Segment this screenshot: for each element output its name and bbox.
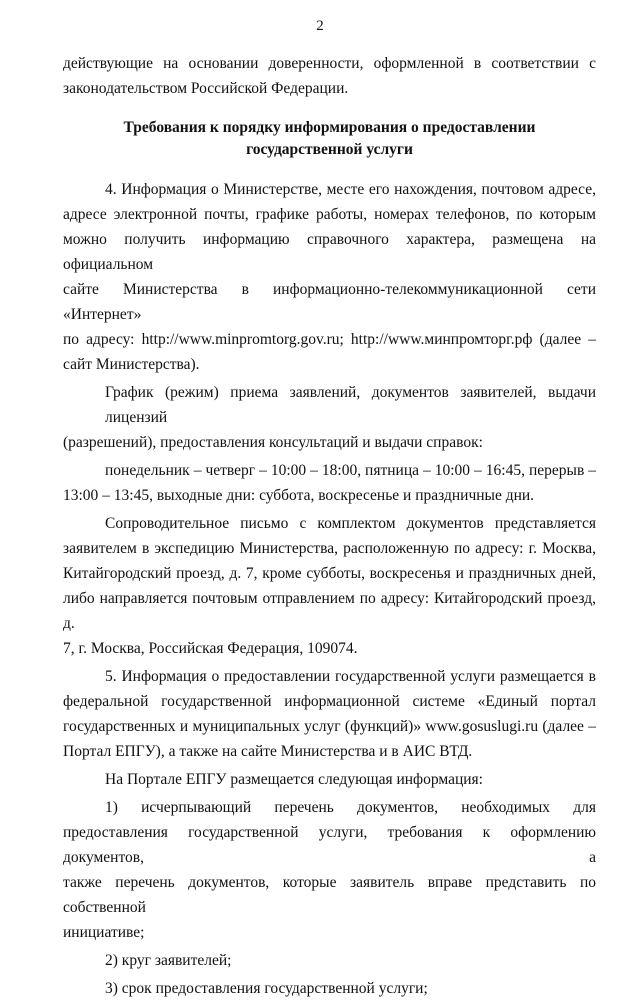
intro-line-1: действующие на основании доверенности, оформленной в соответствии с — [63, 55, 596, 72]
section-heading-line-1: Требования к порядку информирования о предоставлении — [123, 119, 536, 136]
schedule-line-1: График (режим) приема заявлений, документов заявителей, выдачи лицензий — [105, 384, 596, 426]
list-item-2-line-1: 2) круг заявителей; — [105, 952, 232, 969]
list-item-1-line-2: предоставления государственной услуги, требования к оформлению документов, а — [63, 824, 596, 866]
section-heading — [63, 117, 596, 161]
paragraph-5-line-2: федеральной государственной информационной системе «Единый портал — [63, 693, 596, 710]
paragraph-4-line-3: можно получить информацию справочного характера, размещена на официальном — [63, 231, 596, 273]
paragraph-5 — [63, 664, 596, 764]
cover-letter-line-5: 7, г. Москва, Российская Федерация, 109074. — [63, 640, 358, 657]
hours-line-1: понедельник – четверг – 10:00 – 18:00, пятница – 10:00 – 16:45, перерыв – — [105, 462, 596, 479]
schedule-line-2: (разрешений), предоставления консультаций и выдачи справок: — [63, 434, 483, 451]
paragraph-5-line-1: 5. Информация о предоставлении государственной услуги размещается в — [105, 668, 596, 685]
cover-letter-line-1: Сопроводительное письмо с комплектом документов представляется — [105, 515, 596, 532]
list-item-3 — [63, 976, 596, 1001]
intro-line-2: законодательством Российской Федерации. — [63, 80, 349, 97]
document-body — [63, 51, 596, 1004]
paragraph-4-line-6: сайт Министерства). — [63, 356, 200, 373]
paragraph-4-line-1: 4. Информация о Министерстве, месте его нахождения, почтовом адресе, — [105, 181, 596, 198]
list-item-1-line-1: 1) исчерпывающий перечень документов, необходимых для — [105, 799, 596, 816]
cover-letter-line-4: либо направляется почтовым отправлением по адресу: Китайгородский проезд, д. — [63, 590, 596, 632]
section-heading-line-2: государственной услуги — [246, 141, 413, 158]
paragraph-4-line-2: адресе электронной почты, графике работы, номерах телефонов, по которым — [63, 206, 596, 223]
paragraph-5-line-3: государственных и муниципальных услуг (функций)» www.gosuslugi.ru (далее – — [63, 718, 596, 735]
paragraph-5-line-4: Портал ЕПГУ), а также на сайте Министерства и в АИС ВТД. — [63, 743, 473, 760]
list-item-1-line-3: также перечень документов, которые заявитель вправе представить по собственной — [63, 874, 596, 916]
list-item-1 — [63, 795, 596, 945]
list-item-2 — [63, 948, 596, 973]
hours-line-2: 13:00 – 13:45, выходные дни: суббота, воскресенье и праздничные дни. — [63, 487, 535, 504]
portal-info-line-1: На Портале ЕПГУ размещается следующая информация: — [105, 771, 483, 788]
cover-letter-line-2: заявителем в экспедицию Министерства, расположенную по адресу: г. Москва, — [63, 540, 596, 557]
page-number: 2 — [316, 18, 324, 34]
schedule-paragraph — [63, 380, 596, 455]
paragraph-4-line-5: по адресу: http://www.minpromtorg.gov.ru; http://www.минпромторг.рф (далее – — [63, 331, 596, 348]
paragraph-4-line-4: сайте Министерства в информационно-телекоммуникационной сети «Интернет» — [63, 281, 596, 323]
paragraph-4 — [63, 177, 596, 377]
list-item-3-line-1: 3) срок предоставления государственной услуги; — [105, 980, 428, 997]
cover-letter-paragraph — [63, 511, 596, 661]
portal-info-paragraph — [63, 767, 596, 792]
intro-paragraph — [63, 51, 596, 101]
cover-letter-line-3: Китайгородский проезд, д. 7, кроме субботы, воскресенья и праздничных дней, — [63, 565, 596, 582]
hours-paragraph — [63, 458, 596, 508]
list-item-1-line-4: инициативе; — [63, 924, 145, 941]
